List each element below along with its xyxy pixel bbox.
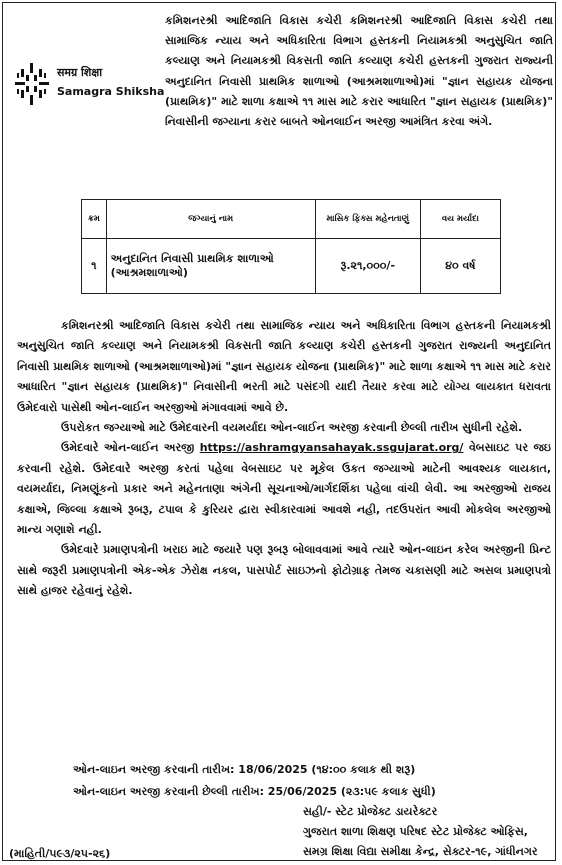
paragraph-apply-online [17,438,551,540]
header-pay: માસિક ફિક્સ મહેનતાણું [315,200,420,239]
cell-serial: ૧ [82,239,107,294]
apply-text-before: ઉમેદવારે ઓન-લાઈન અરજી [61,441,195,455]
header-serial: ક્રમ [82,200,107,239]
logo-hindi-text: समग्र शिक्षा [57,66,103,79]
cell-age: ૪૦ વર્ષ [420,239,500,294]
signature-office: ગુજરાત શાળા શિક્ષણ પરિષદ સ્ટેટ પ્રોજેક્ટ ઓફિસ, [303,825,528,838]
signature-title: સહી/- સ્ટેટ પ્રોજેક્ટ ડાયરેક્ટર [303,805,438,818]
paragraph-verification: ઉમેદવારે પ્રમાણપત્રોની ખરાઇ માટે જયારે પણ રૂબરૂ બોલાવવામાં આવે ત્યારે ઓન-લાઇન કરેલ અરજીની પ્રિન્ટ સાથે જરૂરી પ્રમાણપત્રોની એક-એક ઝેરોક્ષ નકલ, પાસપોર્ટ સાઇઝનો ફોટોગ્રાફ તેમજ ચકાસણી માટે અસલ પ્રમાણપત્રો સાથે હાજર રહેવાનું રહેશે. [17,543,551,598]
header-age: વય મર્યાદા [420,200,500,239]
header-post-name: જગ્યાનું નામ [106,200,315,239]
apply-text-after: વેબસાઇટ પર જઇ કરવાની રહેશે. ઉમેદવારે અરજી કરતાં પહેલા વેબસાઇટ પર મૂકેલ ઉકત જગ્યાઓ માટેની આવશ્યક લાયકાત, વયમર્યાદા, નિમણૂંકનો પ્રકાર અને મહેનતાણા અંગેની સૂચનાઓ/માર્ગદર્શિકા પહેલા વાંચી લેવી. આ અરજીઓ રાજય કક્ષાએ, જિલ્લા કક્ષાએ રૂબરૂ, ટપાલ કે કુરિયર દ્વારા સ્વીકારવામાં આવશે નહી, તદઉપરાંત આવી મોકલેલ અરજીઓ માન્ય ગણાશે નહી. [17,441,551,537]
table-header-row [82,200,501,239]
paragraph-recruitment: કમિશનરશ્રી આદિજાતિ વિકાસ કચેરી તથા સામાજિક ન્યાય અને અધિકારિતા વિભાગ હસ્તકની નિયામકશ્રી અનુસુચિત જાતિ કલ્યાણ અને નિયામકશ્રી વિકસતી જાતિ કલ્યાણ કચેરી હસ્તકની ગુજરાત રાજ્યની અનુદાનિત નિવાસી પ્રાથમિક શાળાઓ (આશ્રમશાળાઓ)માં "જ્ઞાન સહાયક યોજના (પ્રાથમિક)" માટે શાળા કક્ષાએ ૧૧ માસ માટે કરાર આધારિત "જ્ઞાન સહાયક (પ્રાથમિક)" નિવાસીની ભરતી માટે પસંદગી યાદી તૈયાર કરવા માટે યોગ્ય લાયકાત ધરાવતા ઉમેદવારો પાસેથી ઓન-લાઈન અરજીઓ મંગાવવામાં આવે છે. [17,319,551,414]
reference-number: (માહિતી/૫૯૩/૨૫-૨૬) [9,847,111,860]
cell-pay: રૂ.૨૧,૦૦૦/- [315,239,420,294]
posts-table [81,199,501,294]
notice-header [3,3,557,203]
application-start-date: ઓન-લાઇન અરજી કરવાની તારીખ: 18/06/2025 (૧૪:૦૦ કલાક થી શરૂ) [73,763,416,776]
samagra-shiksha-logo [13,61,165,111]
notice-title: કમિશનરશ્રી આદિજાતિ વિકાસ કચેરી કમિશનરશ્રી આદિજાતિ વિકાસ કચેરી તથા સામાજિક ન્યાય અને અધિકારિતા વિભાગ હસ્તકની નિયામકશ્રી અનુસુચિત જાતિ કલ્યાણ અને નિયામકશ્રી વિકસતી જાતિ કલ્યાણ કચેરી હસ્તકની ગુજરાત રાજ્યની અનુદાનિત નિવાસી પ્રાથમિક શાળાઓ (આશ્રમશાળાઓ)માં "જ્ઞાન સહાયક યોજના (પ્રાથમિક)" માટે શાળા કક્ષાએ ૧૧ માસ માટે કરાર આધારિત "જ્ઞાન સહાયક (પ્રાથમિક)" નિવાસીની જગ્યાના કરાર બાબતે ઓનલાઈન અરજી આમંત્રિત કરવા અંગે. [165,14,553,129]
application-website-link[interactable]: https://ashramgyansahayak.ssgujarat.org/ [199,441,464,455]
samagra-shiksha-logo-icon [13,61,51,107]
table-row [82,239,501,294]
notice-body [17,316,551,602]
application-end-date: ઓન-લાઇન અરજી કરવાની છેલ્લી તારીખ: 25/06/2025 (૨૩:૫૯ કલાક સુધી) [73,785,436,798]
logo-english-text: Samagra Shiksha [57,85,165,98]
cell-post-name: અનુદાનિત નિવાસી પ્રાથમિક શાળાઓ (આશ્રમશાળાઓ) [106,239,315,294]
notice-page [2,2,556,861]
signature-address: સમગ્ર શિક્ષા વિદ્યા સમીક્ષા કેન્દ્ર, સેક્ટર-૧૯, ગાંધીનગર [303,845,538,858]
paragraph-age-limit: ઉપરોકત જગ્યાઓ માટે ઉમેદવારની વયમર્યાદા ઓન-લાઈન અરજી કરવાની છેલ્લી તારીખ સુધીની રહેશે. [61,421,523,435]
